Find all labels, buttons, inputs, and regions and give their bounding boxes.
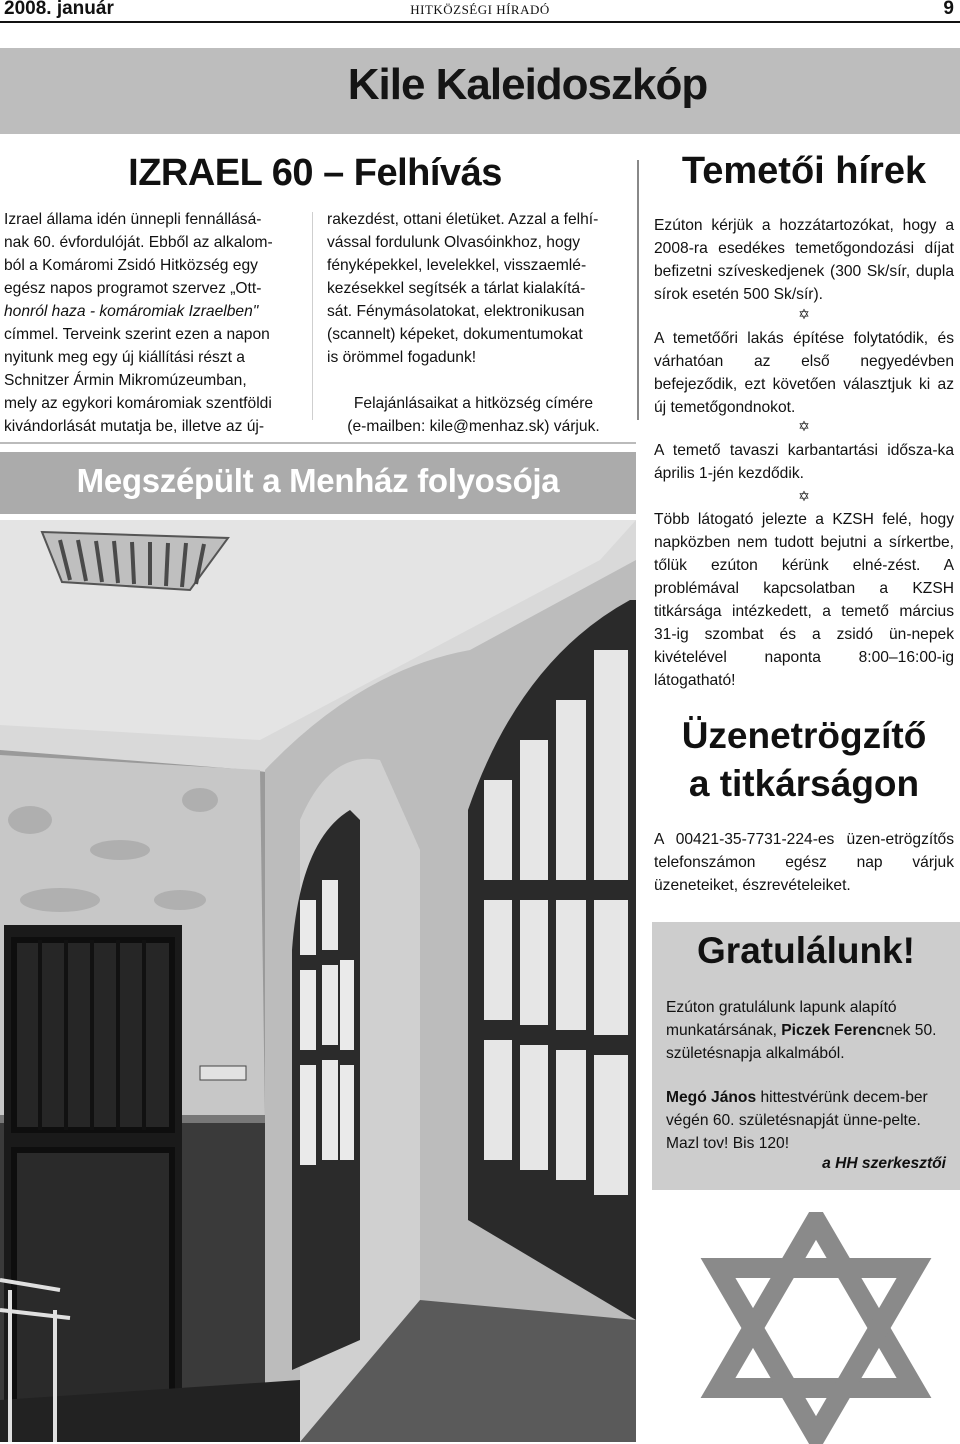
text-line: kivándorlását mutatja be, illetve az új- xyxy=(4,418,265,435)
cemetery-news-item: Ezúton kérjük a hozzátartozókat, hogy a 2008-ra esedékes temetőgondozási díjat befizetni szíveskedjenek (300 Sk/sír, dupla sírok esetén 500 Sk/sír). xyxy=(654,217,954,303)
person-name: Megó János xyxy=(666,1089,757,1106)
text-line: Felajánlásaikat a hitközség címére xyxy=(353,395,594,412)
israel-article-col1 xyxy=(4,208,300,438)
text-line: nak 60. évfordulóját. Ebből az alkalom- xyxy=(4,234,273,251)
text-line: fényképekkel, levelekkel, visszaemlé- xyxy=(327,257,587,274)
text: nek 50. születésnapja alkalmából. xyxy=(666,1022,937,1062)
answering-machine-title xyxy=(648,712,960,808)
text-line: nyitunk meg egy új kiállítási részt a xyxy=(4,349,245,366)
answering-machine-title-line1: Üzenetrögzítő xyxy=(681,715,927,756)
text-line: rakezdést, ottani életüket. Azzal a felhí- xyxy=(327,211,599,228)
answering-machine-title-line2: a titkárságon xyxy=(688,763,920,804)
star-separator-icon: ✡ xyxy=(798,488,810,504)
vertical-rule xyxy=(637,160,639,420)
text-line: mely az egykori komáromiak szentföldi xyxy=(4,395,272,412)
israel-article-col2 xyxy=(327,208,620,438)
answering-machine-text: A 00421-35-7731-224-es üzen-etrögzítős telefonszámon egész nap várjuk üzeneteiket, észrevételeiket. xyxy=(654,831,954,894)
text-line: honról haza - komáromiak Izraelben" xyxy=(4,303,259,320)
cemetery-news-item: Több látogató jelezte a KZSH felé, hogy napközben nem tudott bejutni a sírkertbe, tőlük ezúton kérünk elné-zést. A problémával kapcsolatban a KZSH titkársága intézkedett, a temető március 31-ig szombat és a zsidó ün-nepek kivételével naponta 8:00–16:00-ig látogatható! xyxy=(654,511,954,689)
issue-date: 2008. január xyxy=(4,0,114,19)
wooden-door xyxy=(4,925,182,1442)
text-line: vással fordulunk Olvasóinkhoz, hogy xyxy=(327,234,581,251)
text: Ezúton gratulálunk lapunk alapító munkatársának, xyxy=(666,999,897,1039)
text-line: is örömmel fogadunk! xyxy=(327,349,477,366)
section-banner-title: Kile Kaleidoszkóp xyxy=(347,60,708,109)
horizontal-rule xyxy=(0,442,636,444)
masthead-rule xyxy=(0,21,960,23)
text-line: Schnitzer Ármin Mikromúzeumban, xyxy=(4,372,247,389)
star-of-david-icon xyxy=(700,1212,932,1444)
corridor-photo xyxy=(0,520,636,1442)
menhaz-title: Megszépült a Menház folyosója xyxy=(76,462,560,499)
star-separator-icon: ✡ xyxy=(798,306,810,322)
congratulations-paragraph-2 xyxy=(666,1086,956,1155)
cemetery-news-item: A temetőőri lakás építése folytatódik, és várhatóan az első negyedévben befejeződik, ezt követően választjuk ki az új temetőgondnokot. xyxy=(654,330,954,416)
star-separator-icon: ✡ xyxy=(798,418,810,434)
text-line xyxy=(327,369,620,392)
text-line: (e-mailben: kile@menhaz.sk) várjuk. xyxy=(347,418,600,435)
text-line: címmel. Terveink szerint ezen a napon xyxy=(4,326,270,343)
text-line: (scannelt) képeket, dokumentumokat xyxy=(327,326,583,343)
text-line: sát. Fénymásolatokat, elektronikusan xyxy=(327,303,585,320)
congratulations-paragraph-1 xyxy=(666,996,956,1065)
page-number: 9 xyxy=(943,0,954,19)
text-line: kezésekkel segítsék a tárlat kialakítá- xyxy=(327,280,586,297)
text-line: ból a Komáromi Zsidó Hitközség egy xyxy=(4,257,258,274)
publication-title: HITKÖZSÉGI HÍRADÓ xyxy=(410,2,550,17)
arched-window-left xyxy=(292,810,360,1370)
text: hittestvérünk decem-ber végén 60. születésnapját ünne-pelte. Mazl tov! Bis 120! xyxy=(666,1089,928,1152)
column-divider xyxy=(312,212,313,420)
person-name: Piczek Ferenc xyxy=(781,1022,886,1039)
cemetery-news-item: A temető tavaszi karbantartási idősza-ka április 1-jén kezdődik. xyxy=(654,442,954,482)
text-line: egész napos programot szervez „Ott- xyxy=(4,280,262,297)
israel-article-title: IZRAEL 60 – Felhívás xyxy=(128,152,502,194)
cemetery-news-title: Temetői hírek xyxy=(681,150,927,192)
text-line: Izrael állama idén ünnepli fennállásá- xyxy=(4,211,262,228)
congratulations-title: Gratulálunk! xyxy=(697,930,915,971)
editor-signature: a HH szerkesztői xyxy=(822,1155,946,1172)
